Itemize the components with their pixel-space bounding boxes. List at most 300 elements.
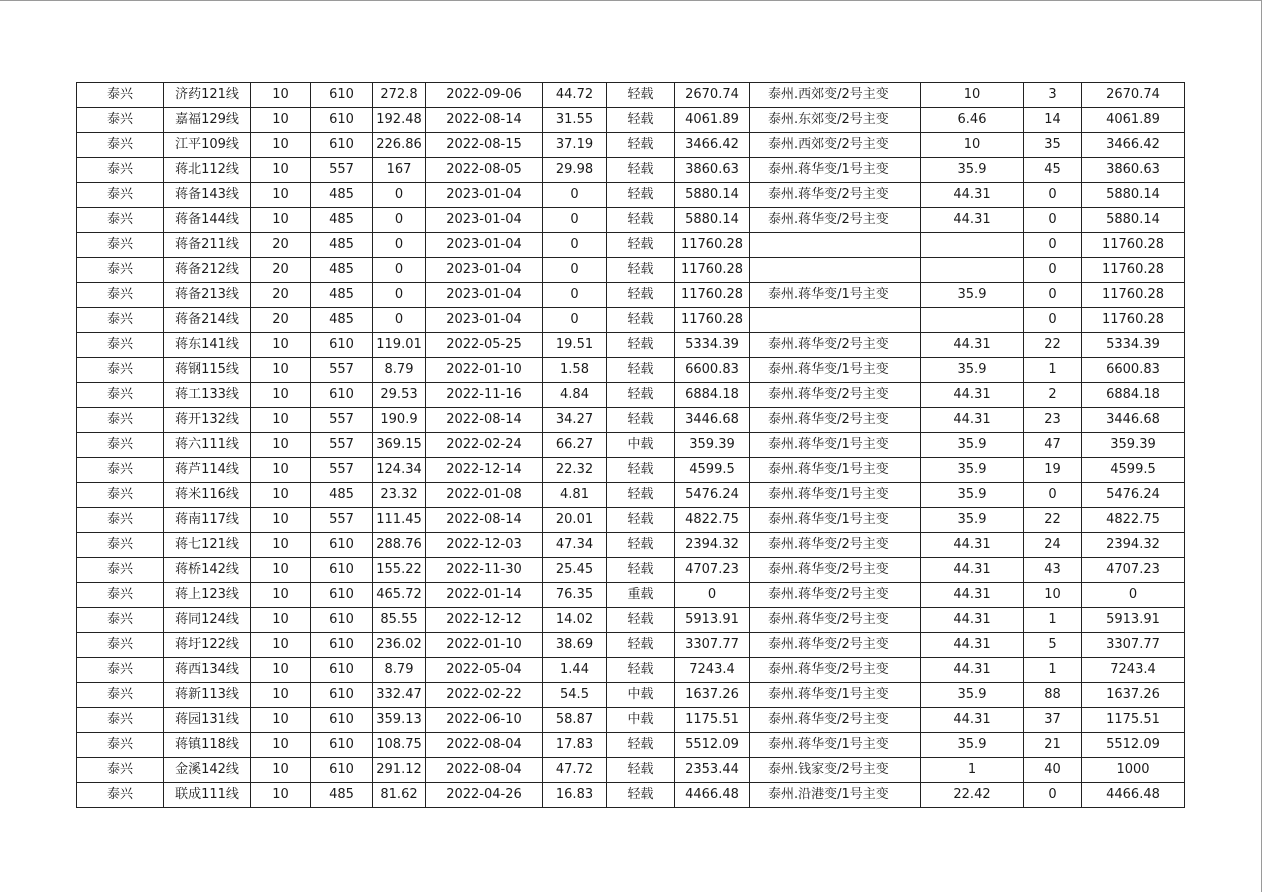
load-status-cell: 轻载 [607,608,675,633]
available-capacity-cell: 11760.28 [675,308,750,333]
load-rate-cell: 17.83 [543,733,607,758]
load-status-cell: 轻载 [607,483,675,508]
voltage-cell: 10 [251,158,311,183]
voltage-cell: 10 [251,533,311,558]
date-cell: 2022-12-03 [426,533,543,558]
date-cell: 2023-01-04 [426,258,543,283]
transformer-load-cell: 6.46 [921,108,1024,133]
capacity-cell: 610 [311,333,373,358]
count-cell: 88 [1024,683,1082,708]
table-row [77,283,1185,308]
voltage-cell: 10 [251,783,311,808]
table-row [77,408,1185,433]
transformer-load-cell [921,308,1024,333]
count-cell: 21 [1024,733,1082,758]
voltage-cell: 10 [251,583,311,608]
load-status-cell: 轻载 [607,558,675,583]
line-name-cell: 蒋备212线 [164,258,251,283]
region-cell: 泰兴 [77,358,164,383]
region-cell: 泰兴 [77,183,164,208]
max-current-cell: 167 [373,158,426,183]
capacity-cell: 610 [311,658,373,683]
load-status-cell: 轻载 [607,633,675,658]
transformer-load-cell: 44.31 [921,408,1024,433]
date-cell: 2022-11-30 [426,558,543,583]
remaining-capacity-cell: 3466.42 [1082,133,1185,158]
date-cell: 2022-06-10 [426,708,543,733]
load-status-cell: 轻载 [607,133,675,158]
line-name-cell: 蒋园131线 [164,708,251,733]
load-rate-cell: 0 [543,283,607,308]
region-cell: 泰兴 [77,483,164,508]
table-row [77,683,1185,708]
transformer-load-cell: 44.31 [921,533,1024,558]
date-cell: 2022-08-04 [426,758,543,783]
line-name-cell: 蒋七121线 [164,533,251,558]
max-current-cell: 29.53 [373,383,426,408]
remaining-capacity-cell: 4822.75 [1082,508,1185,533]
date-cell: 2022-08-14 [426,408,543,433]
max-current-cell: 111.45 [373,508,426,533]
capacity-cell: 485 [311,208,373,233]
table-row [77,83,1185,108]
remaining-capacity-cell: 5334.39 [1082,333,1185,358]
remaining-capacity-cell: 359.39 [1082,433,1185,458]
substation-transformer-cell: 泰州.蒋华变/2号主变 [750,383,921,408]
capacity-cell: 485 [311,308,373,333]
substation-transformer-cell: 泰州.蒋华变/1号主变 [750,733,921,758]
substation-transformer-cell: 泰州.蒋华变/2号主变 [750,333,921,358]
date-cell: 2022-01-14 [426,583,543,608]
load-status-cell: 轻载 [607,783,675,808]
line-name-cell: 蒋同124线 [164,608,251,633]
transformer-load-cell: 10 [921,83,1024,108]
table-row [77,108,1185,133]
count-cell: 3 [1024,83,1082,108]
available-capacity-cell: 3446.68 [675,408,750,433]
available-capacity-cell: 6884.18 [675,383,750,408]
date-cell: 2022-05-04 [426,658,543,683]
load-rate-cell: 16.83 [543,783,607,808]
transformer-load-cell: 44.31 [921,708,1024,733]
available-capacity-cell: 11760.28 [675,258,750,283]
transformer-load-cell: 35.9 [921,733,1024,758]
date-cell: 2022-02-24 [426,433,543,458]
available-capacity-cell: 5476.24 [675,483,750,508]
load-rate-cell: 19.51 [543,333,607,358]
load-status-cell: 轻载 [607,108,675,133]
load-status-cell: 轻载 [607,358,675,383]
load-rate-cell: 4.84 [543,383,607,408]
remaining-capacity-cell: 3860.63 [1082,158,1185,183]
line-name-cell: 蒋新113线 [164,683,251,708]
substation-transformer-cell: 泰州.沿港变/1号主变 [750,783,921,808]
line-name-cell: 蒋北112线 [164,158,251,183]
available-capacity-cell: 11760.28 [675,283,750,308]
load-rate-cell: 4.81 [543,483,607,508]
line-name-cell: 蒋工133线 [164,383,251,408]
region-cell: 泰兴 [77,158,164,183]
capacity-cell: 610 [311,758,373,783]
substation-transformer-cell: 泰州.蒋华变/2号主变 [750,583,921,608]
max-current-cell: 369.15 [373,433,426,458]
region-cell: 泰兴 [77,633,164,658]
date-cell: 2022-02-22 [426,683,543,708]
substation-transformer-cell: 泰州.蒋华变/2号主变 [750,658,921,683]
count-cell: 22 [1024,333,1082,358]
date-cell: 2022-12-14 [426,458,543,483]
line-name-cell: 蒋桥142线 [164,558,251,583]
region-cell: 泰兴 [77,758,164,783]
table-row [77,258,1185,283]
line-name-cell: 蒋东141线 [164,333,251,358]
count-cell: 1 [1024,658,1082,683]
load-rate-cell: 47.34 [543,533,607,558]
available-capacity-cell: 5512.09 [675,733,750,758]
voltage-cell: 10 [251,483,311,508]
capacity-cell: 610 [311,533,373,558]
capacity-cell: 610 [311,83,373,108]
region-cell: 泰兴 [77,233,164,258]
capacity-cell: 610 [311,383,373,408]
count-cell: 47 [1024,433,1082,458]
remaining-capacity-cell: 7243.4 [1082,658,1185,683]
max-current-cell: 272.8 [373,83,426,108]
load-status-cell: 轻载 [607,283,675,308]
table-row [77,358,1185,383]
table-row [77,633,1185,658]
max-current-cell: 119.01 [373,333,426,358]
substation-transformer-cell: 泰州.西郊变/2号主变 [750,83,921,108]
available-capacity-cell: 4061.89 [675,108,750,133]
transformer-load-cell: 1 [921,758,1024,783]
voltage-cell: 20 [251,258,311,283]
capacity-cell: 610 [311,108,373,133]
max-current-cell: 192.48 [373,108,426,133]
substation-transformer-cell: 泰州.蒋华变/1号主变 [750,508,921,533]
date-cell: 2022-08-04 [426,733,543,758]
load-status-cell: 轻载 [607,233,675,258]
load-rate-cell: 44.72 [543,83,607,108]
load-rate-cell: 37.19 [543,133,607,158]
max-current-cell: 85.55 [373,608,426,633]
load-rate-cell: 29.98 [543,158,607,183]
remaining-capacity-cell: 5476.24 [1082,483,1185,508]
count-cell: 37 [1024,708,1082,733]
count-cell: 0 [1024,183,1082,208]
capacity-cell: 610 [311,558,373,583]
transformer-load-cell: 35.9 [921,683,1024,708]
max-current-cell: 288.76 [373,533,426,558]
count-cell: 35 [1024,133,1082,158]
load-status-cell: 轻载 [607,508,675,533]
table-row [77,333,1185,358]
transformer-load-cell: 35.9 [921,483,1024,508]
available-capacity-cell: 5880.14 [675,208,750,233]
substation-transformer-cell: 泰州.蒋华变/2号主变 [750,408,921,433]
date-cell: 2022-08-14 [426,508,543,533]
available-capacity-cell: 2353.44 [675,758,750,783]
table-row [77,133,1185,158]
substation-transformer-cell: 泰州.西郊变/2号主变 [750,133,921,158]
substation-transformer-cell: 泰州.蒋华变/1号主变 [750,283,921,308]
capacity-cell: 610 [311,133,373,158]
voltage-cell: 10 [251,683,311,708]
table-row [77,533,1185,558]
substation-transformer-cell: 泰州.蒋华变/2号主变 [750,183,921,208]
available-capacity-cell: 5880.14 [675,183,750,208]
date-cell: 2022-11-16 [426,383,543,408]
load-status-cell: 轻载 [607,158,675,183]
date-cell: 2022-05-25 [426,333,543,358]
load-rate-cell: 0 [543,183,607,208]
substation-transformer-cell [750,258,921,283]
date-cell: 2022-01-10 [426,358,543,383]
table-row [77,208,1185,233]
region-cell: 泰兴 [77,133,164,158]
line-name-cell: 嘉福129线 [164,108,251,133]
remaining-capacity-cell: 4061.89 [1082,108,1185,133]
voltage-cell: 10 [251,208,311,233]
load-status-cell: 轻载 [607,458,675,483]
voltage-cell: 10 [251,408,311,433]
load-rate-cell: 34.27 [543,408,607,433]
line-name-cell: 蒋圩122线 [164,633,251,658]
capacity-cell: 557 [311,408,373,433]
voltage-cell: 10 [251,708,311,733]
region-cell: 泰兴 [77,458,164,483]
date-cell: 2022-01-10 [426,633,543,658]
available-capacity-cell: 5334.39 [675,333,750,358]
remaining-capacity-cell: 5880.14 [1082,183,1185,208]
transformer-load-cell: 35.9 [921,358,1024,383]
line-name-cell: 联成111线 [164,783,251,808]
max-current-cell: 23.32 [373,483,426,508]
voltage-cell: 10 [251,458,311,483]
max-current-cell: 465.72 [373,583,426,608]
available-capacity-cell: 4466.48 [675,783,750,808]
load-rate-cell: 0 [543,233,607,258]
load-status-cell: 轻载 [607,758,675,783]
line-name-cell: 蒋六111线 [164,433,251,458]
remaining-capacity-cell: 2670.74 [1082,83,1185,108]
table-row [77,708,1185,733]
load-status-cell: 轻载 [607,83,675,108]
voltage-cell: 10 [251,383,311,408]
capacity-cell: 557 [311,458,373,483]
transformer-load-cell: 44.31 [921,333,1024,358]
max-current-cell: 8.79 [373,358,426,383]
substation-transformer-cell [750,308,921,333]
load-rate-cell: 54.5 [543,683,607,708]
table-row [77,783,1185,808]
load-rate-cell: 25.45 [543,558,607,583]
line-name-cell: 蒋镇118线 [164,733,251,758]
date-cell: 2022-01-08 [426,483,543,508]
available-capacity-cell: 1637.26 [675,683,750,708]
available-capacity-cell: 2394.32 [675,533,750,558]
remaining-capacity-cell: 3446.68 [1082,408,1185,433]
voltage-cell: 10 [251,508,311,533]
remaining-capacity-cell: 11760.28 [1082,283,1185,308]
load-status-cell: 重载 [607,583,675,608]
max-current-cell: 0 [373,183,426,208]
region-cell: 泰兴 [77,708,164,733]
table-row [77,483,1185,508]
count-cell: 0 [1024,233,1082,258]
region-cell: 泰兴 [77,383,164,408]
table-row [77,433,1185,458]
region-cell: 泰兴 [77,408,164,433]
voltage-cell: 10 [251,183,311,208]
table-row [77,758,1185,783]
load-status-cell: 轻载 [607,533,675,558]
load-rate-cell: 31.55 [543,108,607,133]
remaining-capacity-cell: 11760.28 [1082,233,1185,258]
region-cell: 泰兴 [77,533,164,558]
transformer-load-cell [921,233,1024,258]
remaining-capacity-cell: 5512.09 [1082,733,1185,758]
date-cell: 2023-01-04 [426,308,543,333]
line-name-cell: 蒋备213线 [164,283,251,308]
remaining-capacity-cell: 5913.91 [1082,608,1185,633]
substation-transformer-cell: 泰州.蒋华变/1号主变 [750,683,921,708]
substation-transformer-cell: 泰州.蒋华变/1号主变 [750,433,921,458]
load-status-cell: 轻载 [607,258,675,283]
voltage-cell: 20 [251,283,311,308]
max-current-cell: 124.34 [373,458,426,483]
load-status-cell: 中载 [607,433,675,458]
max-current-cell: 8.79 [373,658,426,683]
load-rate-cell: 20.01 [543,508,607,533]
line-name-cell: 金溪142线 [164,758,251,783]
remaining-capacity-cell: 2394.32 [1082,533,1185,558]
table-row [77,508,1185,533]
max-current-cell: 236.02 [373,633,426,658]
region-cell: 泰兴 [77,333,164,358]
line-name-cell: 济药121线 [164,83,251,108]
max-current-cell: 226.86 [373,133,426,158]
transformer-load-cell: 44.31 [921,183,1024,208]
line-name-cell: 蒋钢115线 [164,358,251,383]
available-capacity-cell: 5913.91 [675,608,750,633]
load-status-cell: 中载 [607,683,675,708]
transformer-load-cell: 44.31 [921,608,1024,633]
substation-transformer-cell: 泰州.蒋华变/1号主变 [750,158,921,183]
date-cell: 2023-01-04 [426,183,543,208]
count-cell: 45 [1024,158,1082,183]
capacity-cell: 557 [311,508,373,533]
voltage-cell: 10 [251,83,311,108]
feeder-load-table [76,82,1185,808]
remaining-capacity-cell: 11760.28 [1082,258,1185,283]
transformer-load-cell: 35.9 [921,508,1024,533]
available-capacity-cell: 11760.28 [675,233,750,258]
table-row [77,733,1185,758]
region-cell: 泰兴 [77,558,164,583]
substation-transformer-cell [750,233,921,258]
capacity-cell: 485 [311,233,373,258]
count-cell: 1 [1024,608,1082,633]
remaining-capacity-cell: 6884.18 [1082,383,1185,408]
voltage-cell: 10 [251,558,311,583]
substation-transformer-cell: 泰州.蒋华变/1号主变 [750,483,921,508]
line-name-cell: 蒋米116线 [164,483,251,508]
substation-transformer-cell: 泰州.蒋华变/1号主变 [750,458,921,483]
count-cell: 10 [1024,583,1082,608]
load-rate-cell: 76.35 [543,583,607,608]
transformer-load-cell: 35.9 [921,458,1024,483]
load-status-cell: 轻载 [607,333,675,358]
available-capacity-cell: 0 [675,583,750,608]
load-rate-cell: 0 [543,258,607,283]
available-capacity-cell: 2670.74 [675,83,750,108]
table-row [77,558,1185,583]
substation-transformer-cell: 泰州.钱家变/2号主变 [750,758,921,783]
region-cell: 泰兴 [77,208,164,233]
load-status-cell: 轻载 [607,733,675,758]
load-rate-cell: 0 [543,308,607,333]
available-capacity-cell: 7243.4 [675,658,750,683]
capacity-cell: 610 [311,708,373,733]
count-cell: 0 [1024,483,1082,508]
date-cell: 2022-04-26 [426,783,543,808]
region-cell: 泰兴 [77,658,164,683]
voltage-cell: 10 [251,608,311,633]
remaining-capacity-cell: 4707.23 [1082,558,1185,583]
load-status-cell: 轻载 [607,308,675,333]
region-cell: 泰兴 [77,683,164,708]
line-name-cell: 蒋芦114线 [164,458,251,483]
count-cell: 40 [1024,758,1082,783]
transformer-load-cell: 35.9 [921,158,1024,183]
voltage-cell: 20 [251,308,311,333]
table-row [77,233,1185,258]
count-cell: 1 [1024,358,1082,383]
voltage-cell: 10 [251,633,311,658]
table-row [77,458,1185,483]
max-current-cell: 81.62 [373,783,426,808]
count-cell: 22 [1024,508,1082,533]
line-name-cell: 蒋南117线 [164,508,251,533]
line-name-cell: 江平109线 [164,133,251,158]
max-current-cell: 155.22 [373,558,426,583]
voltage-cell: 10 [251,433,311,458]
substation-transformer-cell: 泰州.蒋华变/2号主变 [750,208,921,233]
voltage-cell: 10 [251,108,311,133]
capacity-cell: 610 [311,733,373,758]
capacity-cell: 485 [311,258,373,283]
count-cell: 0 [1024,283,1082,308]
count-cell: 23 [1024,408,1082,433]
load-rate-cell: 0 [543,208,607,233]
count-cell: 2 [1024,383,1082,408]
region-cell: 泰兴 [77,608,164,633]
count-cell: 5 [1024,633,1082,658]
date-cell: 2023-01-04 [426,283,543,308]
available-capacity-cell: 4707.23 [675,558,750,583]
region-cell: 泰兴 [77,733,164,758]
count-cell: 0 [1024,308,1082,333]
remaining-capacity-cell: 1175.51 [1082,708,1185,733]
load-rate-cell: 66.27 [543,433,607,458]
transformer-load-cell: 35.9 [921,283,1024,308]
load-rate-cell: 14.02 [543,608,607,633]
date-cell: 2023-01-04 [426,233,543,258]
line-name-cell: 蒋上123线 [164,583,251,608]
table-row [77,183,1185,208]
remaining-capacity-cell: 1637.26 [1082,683,1185,708]
